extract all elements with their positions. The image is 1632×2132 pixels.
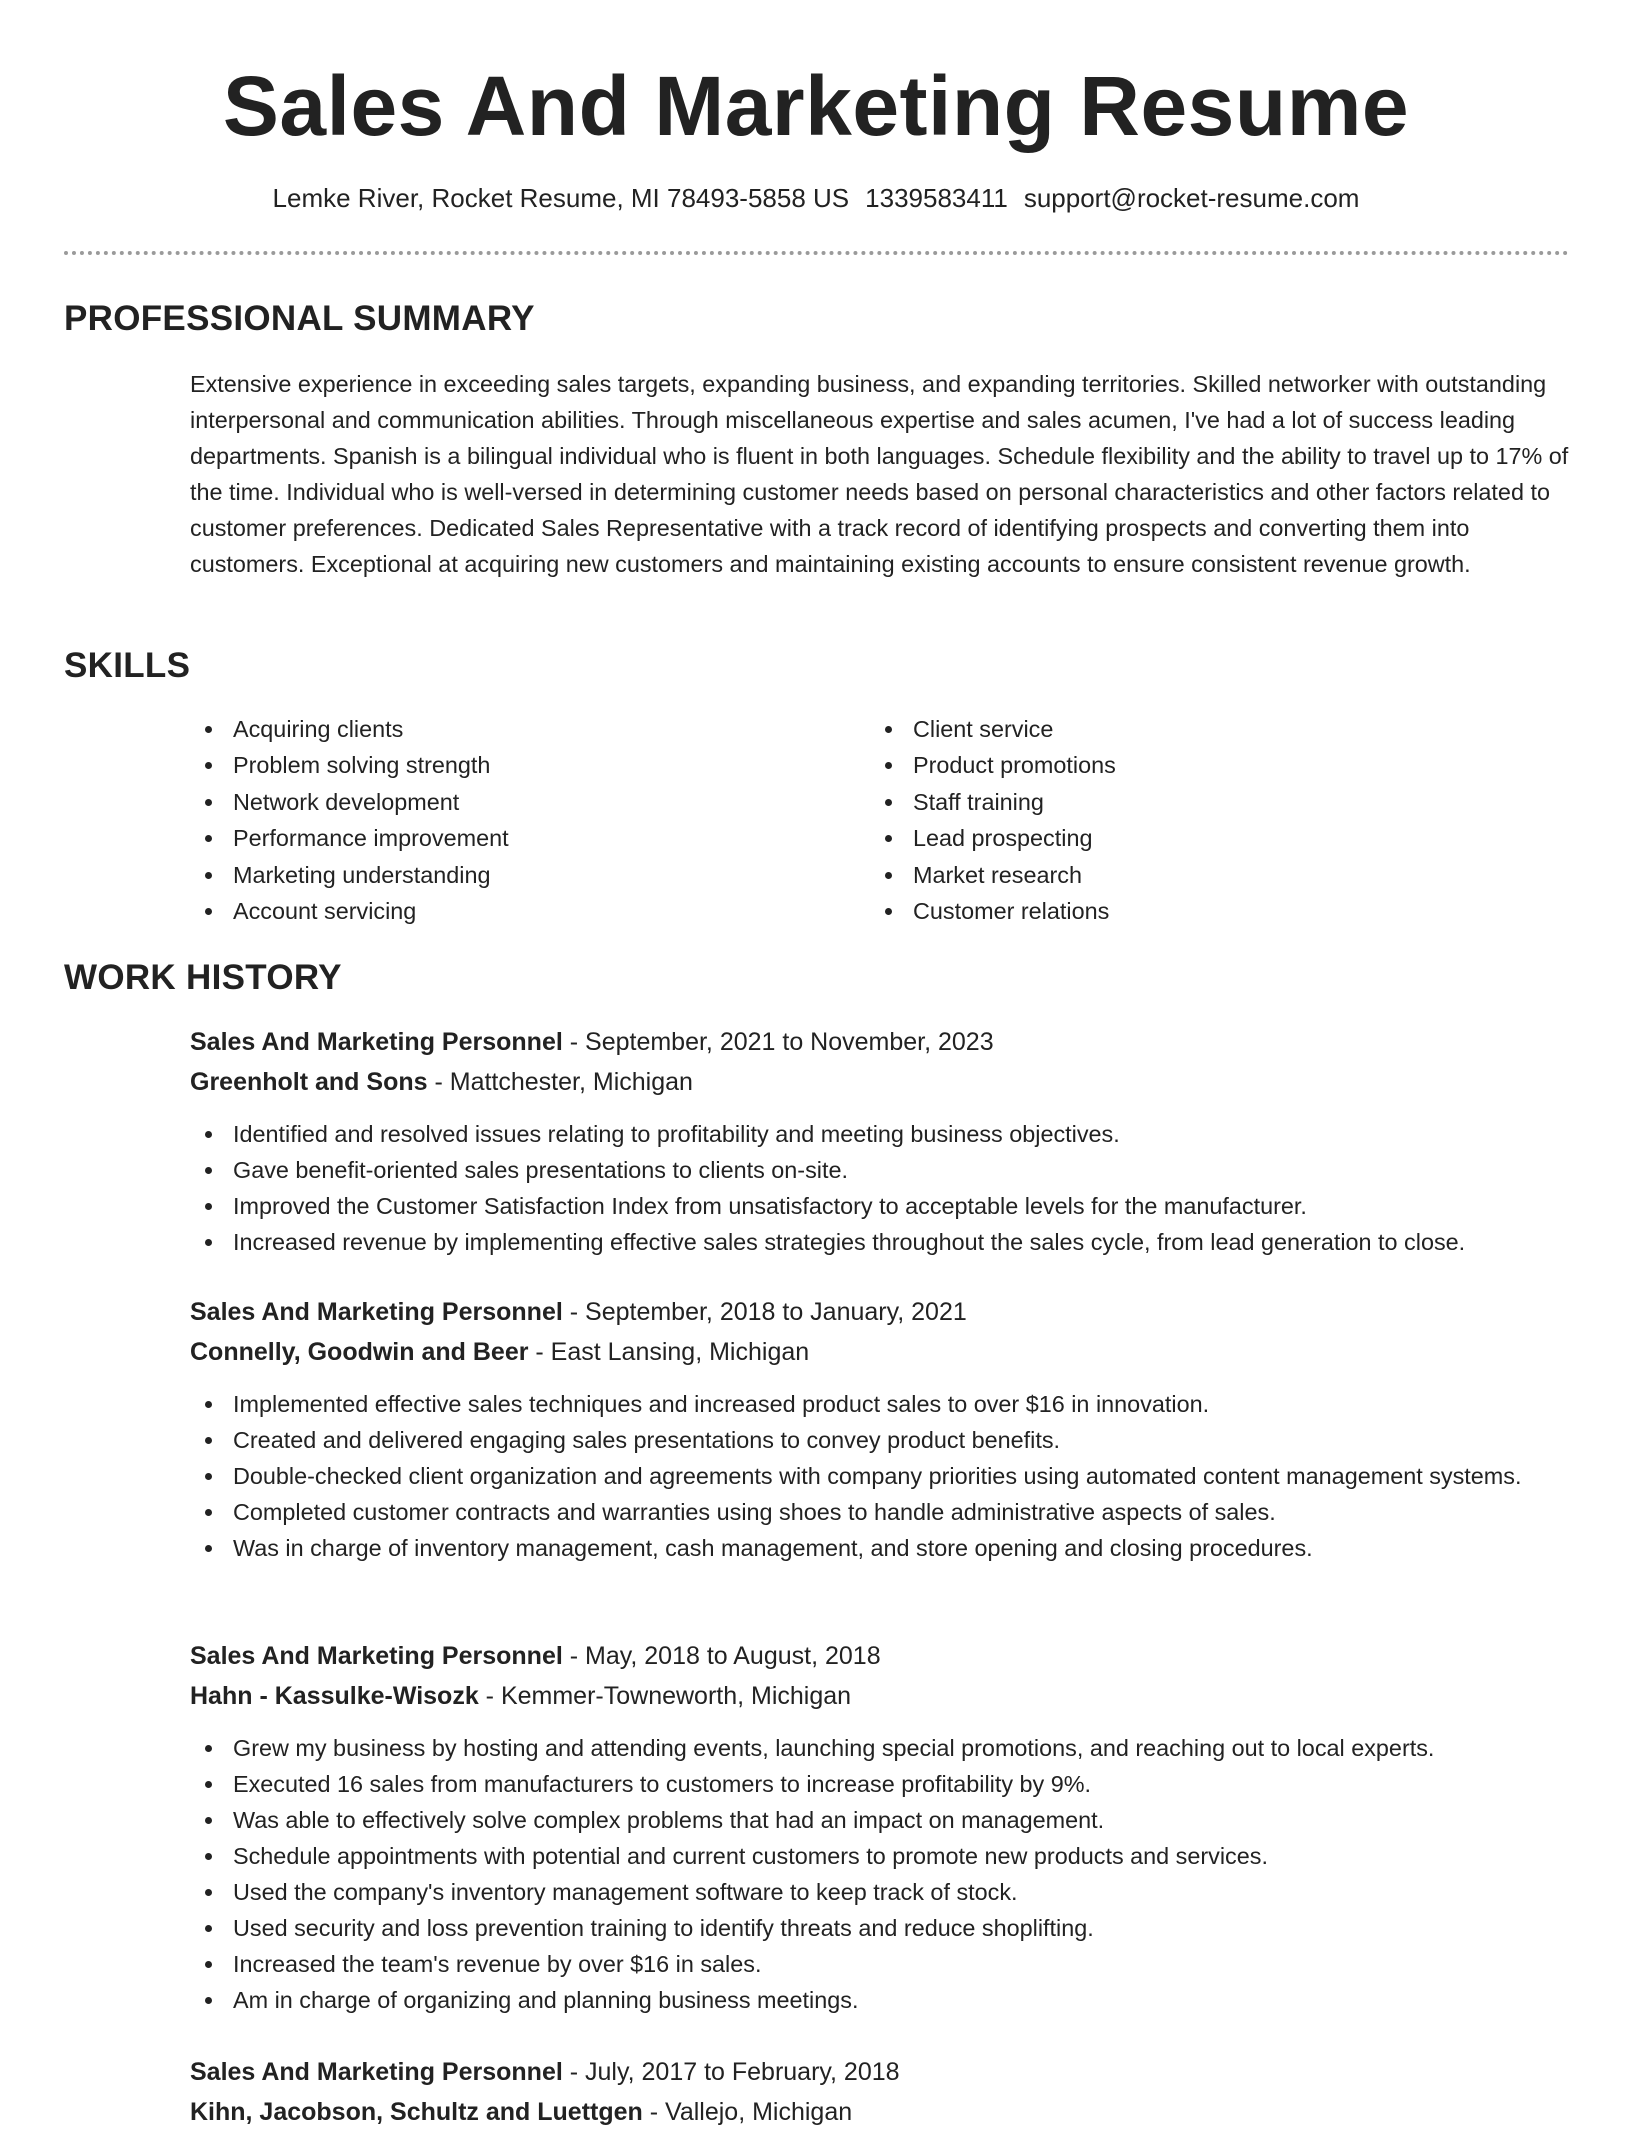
- skills-heading: SKILLS: [64, 646, 191, 685]
- job-entry: [190, 1636, 1580, 2018]
- skill-item: Problem solving strength: [190, 747, 509, 783]
- skills-list-left: [190, 711, 509, 929]
- job-bullets: [190, 1386, 1580, 1566]
- job-title-line: [190, 2052, 1580, 2092]
- contact-email: support@rocket-resume.com: [1023, 183, 1360, 213]
- skill-item: Acquiring clients: [190, 711, 509, 747]
- job-dates: - September, 2018 to January, 2021: [562, 1298, 967, 1326]
- job-bullets: [190, 1730, 1580, 2018]
- skill-item: Lead prospecting: [870, 820, 1116, 856]
- skill-item: Marketing understanding: [190, 857, 509, 893]
- contact-phone: 1339583411: [865, 183, 1008, 213]
- skill-item: Performance improvement: [190, 820, 509, 856]
- job-bullet: Double-checked client organization and agreements with company priorities using automated content management systems.: [190, 1458, 1580, 1494]
- job-bullet: Created and delivered engaging sales presentations to convey product benefits.: [190, 1422, 1580, 1458]
- job-title-line: [190, 1636, 1580, 1676]
- job-company: Connelly, Goodwin and Beer: [190, 1338, 529, 1366]
- job-company: Greenholt and Sons: [190, 1068, 428, 1096]
- skill-item: Product promotions: [870, 747, 1116, 783]
- summary-heading: PROFESSIONAL SUMMARY: [64, 299, 535, 338]
- job-company: Hahn - Kassulke-Wisozk: [190, 1682, 479, 1710]
- job-entry: [190, 2052, 1580, 2132]
- header-divider: [64, 251, 1569, 255]
- skills-list-right: [870, 711, 1116, 929]
- job-title-line: [190, 1022, 1580, 1062]
- job-bullet: Used the company's inventory management software to keep track of stock.: [190, 1874, 1580, 1910]
- job-bullet: Gave benefit-oriented sales presentations to clients on-site.: [190, 1152, 1580, 1188]
- job-company-line: [190, 1676, 1580, 1716]
- job-bullet: Was in charge of inventory management, cash management, and store opening and closing procedures.: [190, 1530, 1580, 1566]
- job-bullet: Am in charge of organizing and planning business meetings.: [190, 1982, 1580, 2018]
- job-bullet: Increased revenue by implementing effective sales strategies throughout the sales cycle, from lead generation to close.: [190, 1224, 1580, 1260]
- job-entry: [190, 1292, 1580, 1566]
- job-location: - Kemmer-Towneworth, Michigan: [478, 1682, 852, 1710]
- job-title: Sales And Marketing Personnel: [190, 1028, 563, 1056]
- job-bullets: [190, 1116, 1580, 1260]
- job-title: Sales And Marketing Personnel: [190, 2058, 563, 2086]
- job-bullet: Used security and loss prevention training to identify threats and reduce shoplifting.: [190, 1910, 1580, 1946]
- skill-item: Market research: [870, 857, 1116, 893]
- contact-address: Lemke River, Rocket Resume, MI 78493-5858 US: [272, 183, 850, 213]
- job-bullet: Completed customer contracts and warranties using shoes to handle administrative aspects of sales.: [190, 1494, 1580, 1530]
- job-location: - Mattchester, Michigan: [427, 1068, 693, 1096]
- job-bullet: Schedule appointments with potential and current customers to promote new products and services.: [190, 1838, 1580, 1874]
- job-location: - East Lansing, Michigan: [528, 1338, 810, 1366]
- job-bullet: Identified and resolved issues relating to profitability and meeting business objectives.: [190, 1116, 1580, 1152]
- contact-line: [0, 181, 1632, 215]
- job-company: Kihn, Jacobson, Schultz and Luettgen: [190, 2098, 643, 2126]
- job-entry: [190, 1022, 1580, 1260]
- job-bullet: Grew my business by hosting and attending events, launching special promotions, and reaching out to local experts.: [190, 1730, 1580, 1766]
- job-bullet: Was able to effectively solve complex problems that had an impact on management.: [190, 1802, 1580, 1838]
- job-title-line: [190, 1292, 1580, 1332]
- skill-item: Staff training: [870, 784, 1116, 820]
- skill-item: Account servicing: [190, 893, 509, 929]
- job-bullet: Executed 16 sales from manufacturers to customers to increase profitability by 9%.: [190, 1766, 1580, 1802]
- work-history-heading: WORK HISTORY: [64, 958, 342, 997]
- job-title: Sales And Marketing Personnel: [190, 1298, 563, 1326]
- job-company-line: [190, 2092, 1580, 2132]
- job-bullet: Increased the team's revenue by over $16 in sales.: [190, 1946, 1580, 1982]
- job-dates: - July, 2017 to February, 2018: [562, 2058, 900, 2086]
- job-location: - Vallejo, Michigan: [642, 2098, 853, 2126]
- job-bullet: Improved the Customer Satisfaction Index from unsatisfactory to acceptable levels for the manufacturer.: [190, 1188, 1580, 1224]
- job-title: Sales And Marketing Personnel: [190, 1642, 563, 1670]
- skill-item: Customer relations: [870, 893, 1116, 929]
- job-dates: - May, 2018 to August, 2018: [562, 1642, 881, 1670]
- job-dates: - September, 2021 to November, 2023: [562, 1028, 994, 1056]
- job-company-line: [190, 1062, 1580, 1102]
- skill-item: Client service: [870, 711, 1116, 747]
- summary-text: Extensive experience in exceeding sales targets, expanding business, and expanding territories. Skilled networker with outstanding interpersonal and communication abilities. Through miscellaneous expertise and sales acumen, I've had a lot of success leading departments. Spanish is a bilingual individual who is fluent in both languages. Schedule flexibility and the ability to travel up to 17% of the time. Individual who is well-versed in determining customer needs based on personal characteristics and other factors related to customer preferences. Dedicated Sales Representative with a track record of identifying prospects and converting them into customers. Exceptional at acquiring new customers and maintaining existing accounts to ensure consistent revenue growth.: [190, 371, 1569, 577]
- job-bullet: Implemented effective sales techniques and increased product sales to over $16 in innovation.: [190, 1386, 1580, 1422]
- resume-title: Sales And Marketing Resume: [222, 59, 1410, 153]
- job-company-line: [190, 1332, 1580, 1372]
- skill-item: Network development: [190, 784, 509, 820]
